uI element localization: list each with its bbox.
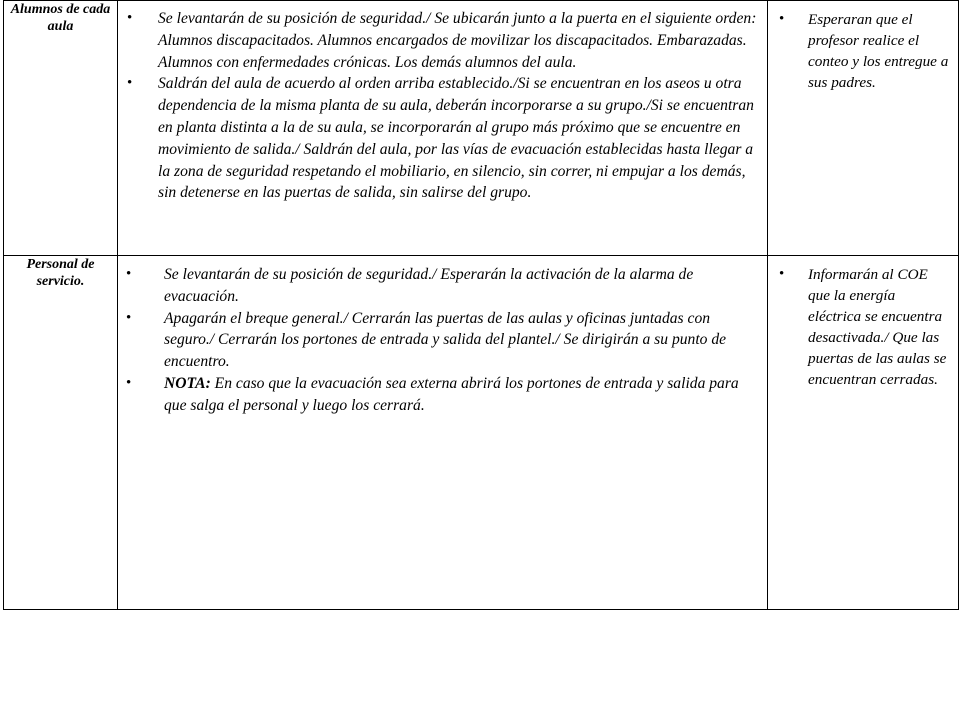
actions-list [118,1,767,204]
actions-cell [118,1,768,256]
note-label: NOTA: [164,374,211,392]
list-item [127,73,759,204]
role-cell [4,1,118,256]
actions-cell [118,256,768,610]
after-list [768,1,958,93]
evacuation-protocol-table [3,0,959,610]
note-text: En caso que la evacuación sea externa abrirá los portones de entrada y salida para que salga el personal y luego los cerrará. [164,374,739,414]
list-item-text: Apagarán el breque general./ Cerrarán las puertas de las aulas y oficinas juntadas con seguro./ Cerrarán los portones de entrada y salida del plantel./ Se dirigirán a su punto de encuentro. [164,309,727,371]
actions-list [118,256,767,417]
role-label: Alumnos de cada aula [10,2,111,34]
list-item [126,373,759,417]
bullet-icon: • [126,309,132,326]
list-item [126,308,759,373]
list-item [127,8,759,73]
bullet-icon: • [127,10,133,26]
bullet-icon: • [126,374,132,391]
bullet-icon: • [779,266,785,282]
list-item-text: Se levantarán de su posición de seguridad./ Se ubicarán junto a la puerta en el siguiente orden: Alumnos discapacitados. Alumnos encargados de movilizar los discapacitados. Embarazadas. Alumnos con enfermedades crónicas. Los demás alumnos del aula. [158,10,757,71]
table-row-students [4,1,959,256]
after-cell [768,256,959,610]
list-item-text: Se levantarán de su posición de seguridad./ Esperarán la activación de la alarma de evacuación. [164,266,694,305]
table-row-service-staff [4,256,959,610]
list-item-text: Esperaran que el profesor realice el conteo y los entregue a sus padres. [808,11,949,91]
list-item-text: Saldrán del aula de acuerdo al orden arriba establecido./Si se encuentran en los aseos u otra dependencia de la misma planta de su aula, deberán incorporarse a su grupo./Si se encuentran en planta distinta a la de su aula, se incorporarán al grupo más próximo que se encuentre en movimiento de salida./ Saldrán del aula, por las vías de evacuación establecidas hasta llegar a la zona de seguridad respetando el mobiliario, en silencio, sin correr, ni empujar a los demás, sin detenerse en las puertas de salida, sin salirse del grupo. [158,75,754,202]
bullet-icon: • [779,11,785,27]
list-item [126,264,759,308]
list-item [779,264,952,390]
after-cell [768,1,959,256]
role-cell [4,256,118,610]
role-label: Personal de servicio. [26,257,95,289]
list-item-text: Informarán al COE que la energía eléctrica se encuentra desactivada./ Que las puertas de las aulas se encuentran cerradas. [808,266,947,388]
list-item [779,9,952,93]
bullet-icon: • [126,266,132,282]
bullet-icon: • [127,75,133,92]
after-list [768,256,958,390]
